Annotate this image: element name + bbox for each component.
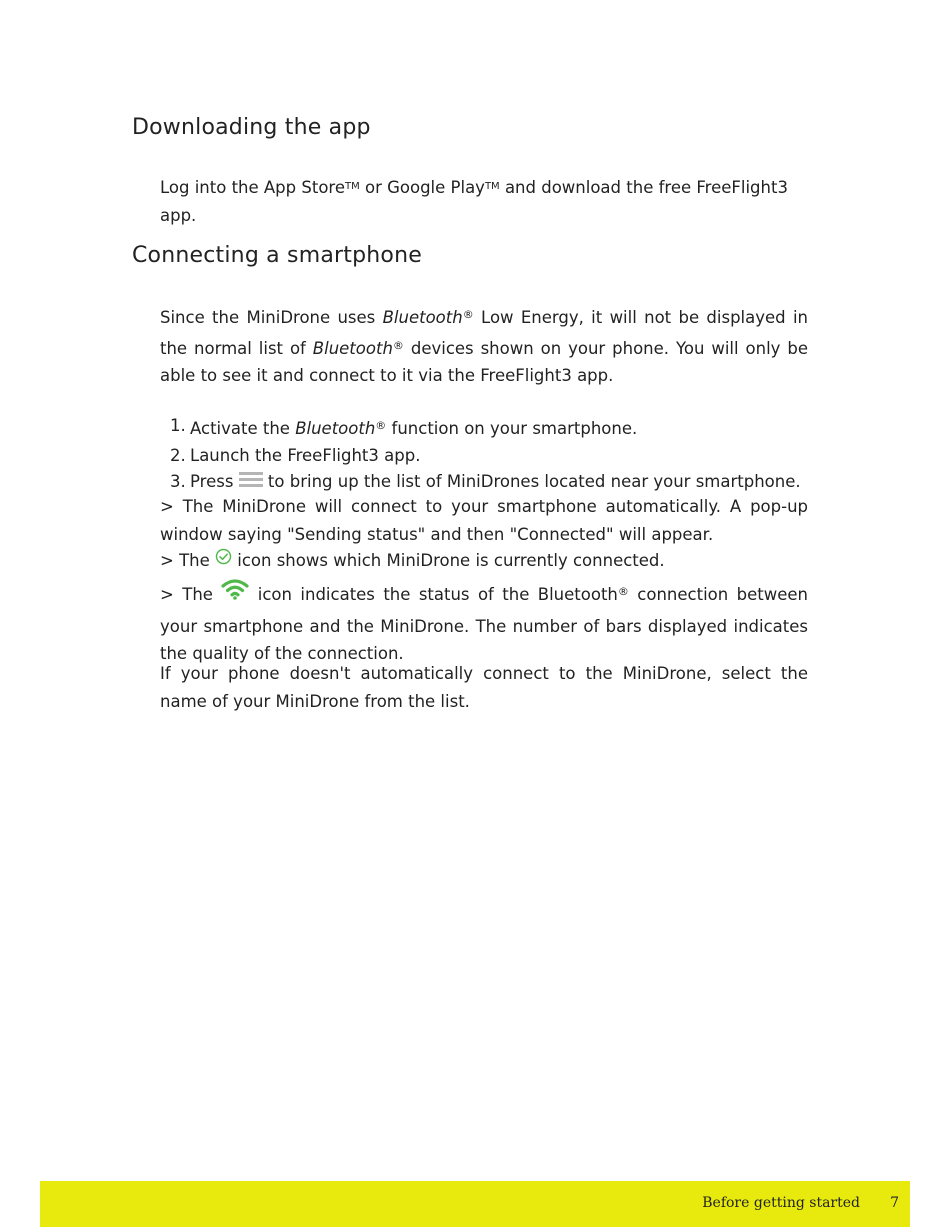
- step-number: 3.: [170, 472, 186, 491]
- connecting-intro-paragraph: [160, 301, 808, 390]
- menu-icon: [239, 469, 263, 496]
- note-connected-icon: [160, 547, 808, 575]
- list-item: [160, 413, 808, 443]
- step-text: Press: [190, 472, 239, 491]
- note-text: icon shows which MiniDrone is currently connected.: [232, 551, 665, 570]
- download-text-3: and download the free FreeFlight3 app.: [160, 178, 788, 225]
- download-text-2: or Google Play: [359, 178, 485, 197]
- trademark-mark: TM: [344, 181, 360, 192]
- download-paragraph: [160, 173, 808, 229]
- note-connect-auto: > The MiniDrone will connect to your smartphone automatically. A pop-up window saying "Sending status" and then "Connected" will appear.: [160, 497, 808, 544]
- registered-mark: ®: [462, 308, 474, 321]
- section-heading-downloading: Downloading the app: [132, 115, 371, 140]
- list-item: [160, 469, 808, 496]
- trademark-mark: TM: [484, 181, 500, 192]
- registered-mark: ®: [392, 338, 404, 352]
- bluetooth-italic: Bluetooth: [312, 338, 393, 358]
- note-text: > The: [160, 551, 216, 570]
- step-text: Activate the: [190, 419, 296, 438]
- download-text-1: Log into the App Store: [160, 178, 345, 197]
- intro-text-3: devices shown on your phone. You will only be able to see it and connect to it via the FreeFlight3 app.: [160, 338, 808, 385]
- note-signal-icon: [160, 578, 808, 668]
- step-text: function on your smartphone.: [386, 419, 638, 438]
- registered-mark: ®: [375, 419, 387, 432]
- section-heading-connecting: Connecting a smartphone: [132, 243, 422, 268]
- wifi-signal-icon: [221, 578, 249, 613]
- note-text: icon indicates the status of the Bluetooth: [249, 585, 618, 604]
- note-text: connection between your smartphone and the MiniDrone. The number of bars displayed indicates the quality of the connection.: [160, 585, 808, 664]
- bluetooth-italic: Bluetooth: [295, 419, 376, 438]
- step-text: to bring up the list of MiniDrones located near your smartphone.: [262, 472, 801, 491]
- list-item: [160, 443, 808, 470]
- intro-text-2: Low Energy, it will not be displayed in the normal list of: [160, 308, 808, 358]
- steps-list: [160, 413, 808, 496]
- note-text: > The: [160, 585, 222, 604]
- intro-text-1: Since the MiniDrone uses: [160, 308, 383, 327]
- step-number: 1.: [170, 416, 186, 435]
- note-manual-connect: If your phone doesn't automatically connect to the MiniDrone, select the name of your MiniDrone from the list.: [160, 664, 808, 711]
- page-footer: [40, 1181, 910, 1227]
- check-circle-icon: [215, 548, 232, 576]
- registered-mark: ®: [617, 585, 629, 598]
- page-number: 7: [890, 1195, 899, 1211]
- step-text: Launch the FreeFlight3 app.: [190, 445, 421, 465]
- footer-section-label: Before getting started: [702, 1195, 860, 1211]
- step-number: 2.: [170, 445, 186, 465]
- bluetooth-italic: Bluetooth: [382, 308, 463, 327]
